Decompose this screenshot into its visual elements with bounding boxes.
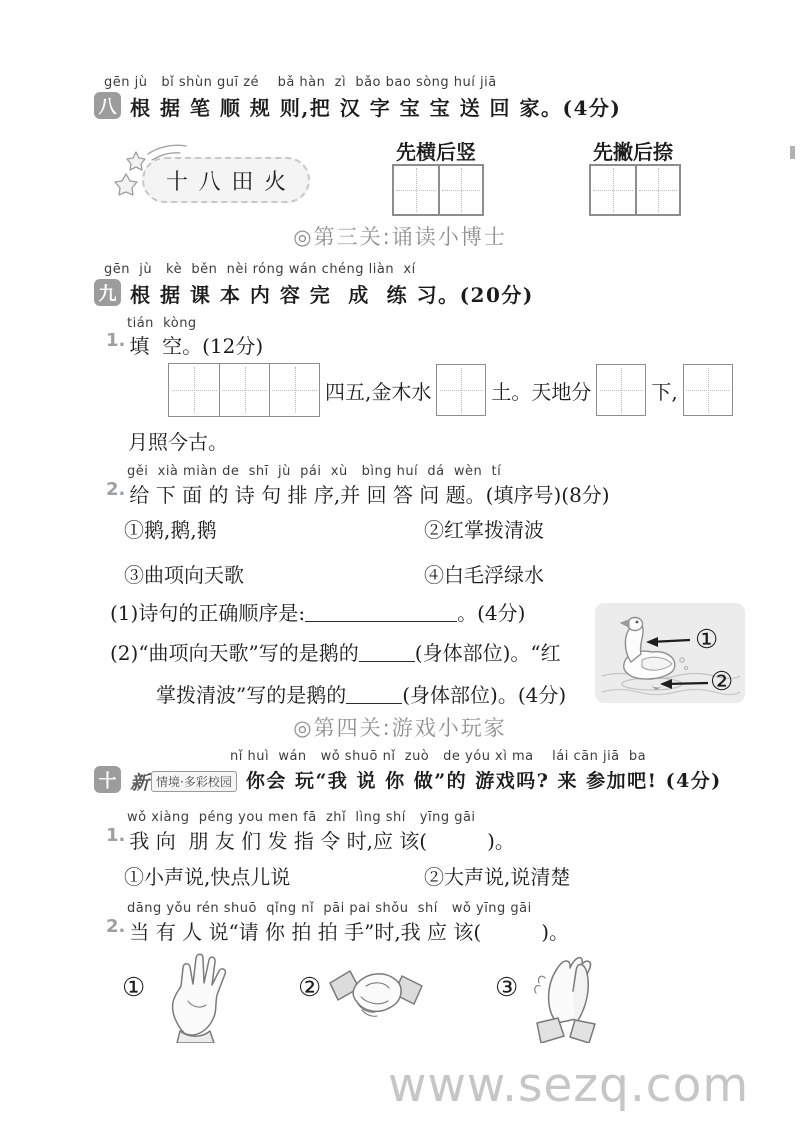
q1-title: 填 空。(12分) bbox=[129, 334, 264, 358]
writing-grid-cell bbox=[635, 166, 679, 214]
writing-grid-cell bbox=[169, 364, 219, 416]
character: 八 bbox=[198, 169, 221, 195]
sub1-score: 。(4分) bbox=[457, 601, 526, 625]
tag-label: 情境·多彩校园 bbox=[151, 771, 237, 792]
game-option-2: ②大声说,说清楚 bbox=[424, 865, 571, 889]
rule-label-horizontal-first: 先横后竖 bbox=[396, 140, 476, 164]
answer-grid-3cell bbox=[168, 363, 320, 417]
sub2-text: (身体部位)。“红 bbox=[414, 641, 561, 665]
hand-label-1: ① bbox=[122, 973, 146, 1003]
writing-grid-cell bbox=[394, 166, 438, 214]
clapping-hands-illustration bbox=[525, 947, 607, 1043]
answer-blank bbox=[305, 601, 457, 622]
character-source-box bbox=[142, 157, 310, 203]
sub-question-2-line1 bbox=[110, 637, 561, 666]
question-number: 1. bbox=[106, 330, 126, 351]
goose-label-2: ② bbox=[710, 667, 734, 697]
fill-text-line2: 月照今古。 bbox=[128, 430, 228, 454]
sub2-text: (身体部位)。(4分) bbox=[402, 683, 567, 707]
writing-grid-cell bbox=[438, 166, 482, 214]
character: 火 bbox=[263, 169, 286, 195]
fill-text: 土。天地分 bbox=[491, 379, 592, 404]
question-number: 1. bbox=[106, 825, 126, 846]
fill-text: 四五,金木水 bbox=[325, 379, 432, 404]
poem-option-1: ①鹅,鹅,鹅 bbox=[124, 518, 217, 542]
fill-text: 下, bbox=[651, 379, 678, 404]
gate3-heading: ◎第三关:诵读小博士 bbox=[293, 225, 507, 249]
rule-label-pie-first: 先撇后捺 bbox=[593, 140, 673, 164]
section10-pinyin: nǐ huì wán wǒ shuō nǐ zuò de yóu xì ma lái cān jiā ba bbox=[230, 749, 647, 764]
writing-grid-cell bbox=[591, 166, 635, 214]
question-number: 2. bbox=[106, 916, 126, 937]
goose-label-1: ① bbox=[695, 625, 719, 655]
q1-pinyin: tián kòng bbox=[127, 316, 197, 331]
gate4-heading: ◎第四关:游戏小玩家 bbox=[293, 716, 507, 740]
answer-blank bbox=[346, 683, 402, 704]
writing-grid-cell bbox=[219, 364, 269, 416]
q1-text: 我 向 朋 友 们 发 指 令 时,应 该( )。 bbox=[129, 829, 515, 853]
answer-grid-cell bbox=[596, 364, 646, 416]
tag-xin: 新 bbox=[130, 772, 150, 794]
section9-number-badge: 九 bbox=[94, 279, 121, 306]
sub2-text: (2)“曲项向天歌”写的是鹅的 bbox=[110, 641, 359, 665]
character: 田 bbox=[231, 169, 254, 195]
sub2-text: 掌拨清波”写的是鹅的 bbox=[156, 683, 347, 707]
poem-option-4: ④白毛浮绿水 bbox=[424, 563, 544, 587]
sub-question-2-line2 bbox=[156, 679, 566, 708]
poem-option-3: ③曲项向天歌 bbox=[124, 563, 244, 587]
game-option-1: ①小声说,快点儿说 bbox=[124, 865, 291, 889]
section9-pinyin: gēn jù kè běn nèi róng wán chéng liàn xí bbox=[104, 262, 416, 277]
answer-grid-cell bbox=[683, 364, 733, 416]
writing-grid bbox=[589, 164, 681, 216]
watermark: www.sezq.com bbox=[388, 1058, 750, 1113]
sub1-text: (1)诗句的正确顺序是: bbox=[110, 601, 306, 625]
q2-pinyin: dāng yǒu rén shuō qǐng nǐ pāi pai shǒu shí wǒ yīng gāi bbox=[127, 901, 532, 916]
open-hand-illustration bbox=[158, 947, 236, 1043]
new-context-tag bbox=[130, 768, 237, 795]
hand-label-3: ③ bbox=[495, 973, 519, 1003]
answer-blank bbox=[359, 641, 415, 662]
q2-text: 当 有 人 说“请 你 拍 拍 手”时,我 应 该( )。 bbox=[129, 920, 570, 944]
q2-title: 给 下 面 的 诗 句 排 序,并 回 答 问 题。(填序号)(8分) bbox=[129, 483, 610, 507]
fill-in-line bbox=[168, 363, 733, 417]
q1-pinyin: wǒ xiàng péng you men fā zhǐ lìng shí yīng gāi bbox=[127, 810, 476, 825]
writing-grid bbox=[392, 164, 484, 216]
q2-pinyin: gěi xià miàn de shī jù pái xù bìng huí dá wèn tí bbox=[127, 464, 502, 479]
handshake-illustration bbox=[328, 955, 424, 1033]
hand-label-2: ② bbox=[298, 973, 322, 1003]
section8-title: 根 据 笔 顺 规 则,把 汉 字 宝 宝 送 回 家。(4分) bbox=[130, 96, 622, 120]
writing-grid-cell bbox=[269, 364, 319, 416]
section8-pinyin: gēn jù bǐ shùn guī zé bǎ hàn zì bǎo bao sòng huí jiā bbox=[104, 75, 497, 90]
section10-number-badge: 十 bbox=[94, 766, 121, 793]
edge-crop-mark bbox=[790, 146, 795, 159]
answer-grid-cell bbox=[436, 364, 486, 416]
section9-title: 根 据 课 本 内 容 完 成 练 习。(20分) bbox=[130, 283, 534, 307]
question-number: 2. bbox=[106, 479, 126, 500]
section8-number-badge: 八 bbox=[94, 92, 121, 119]
sub-question-1 bbox=[110, 597, 525, 626]
section10-title: 你会 玩“我 说 你 做”的 游戏吗? 来 参加吧! (4分) bbox=[245, 770, 722, 792]
poem-option-2: ②红掌拨清波 bbox=[424, 518, 544, 542]
character: 十 bbox=[166, 169, 189, 195]
